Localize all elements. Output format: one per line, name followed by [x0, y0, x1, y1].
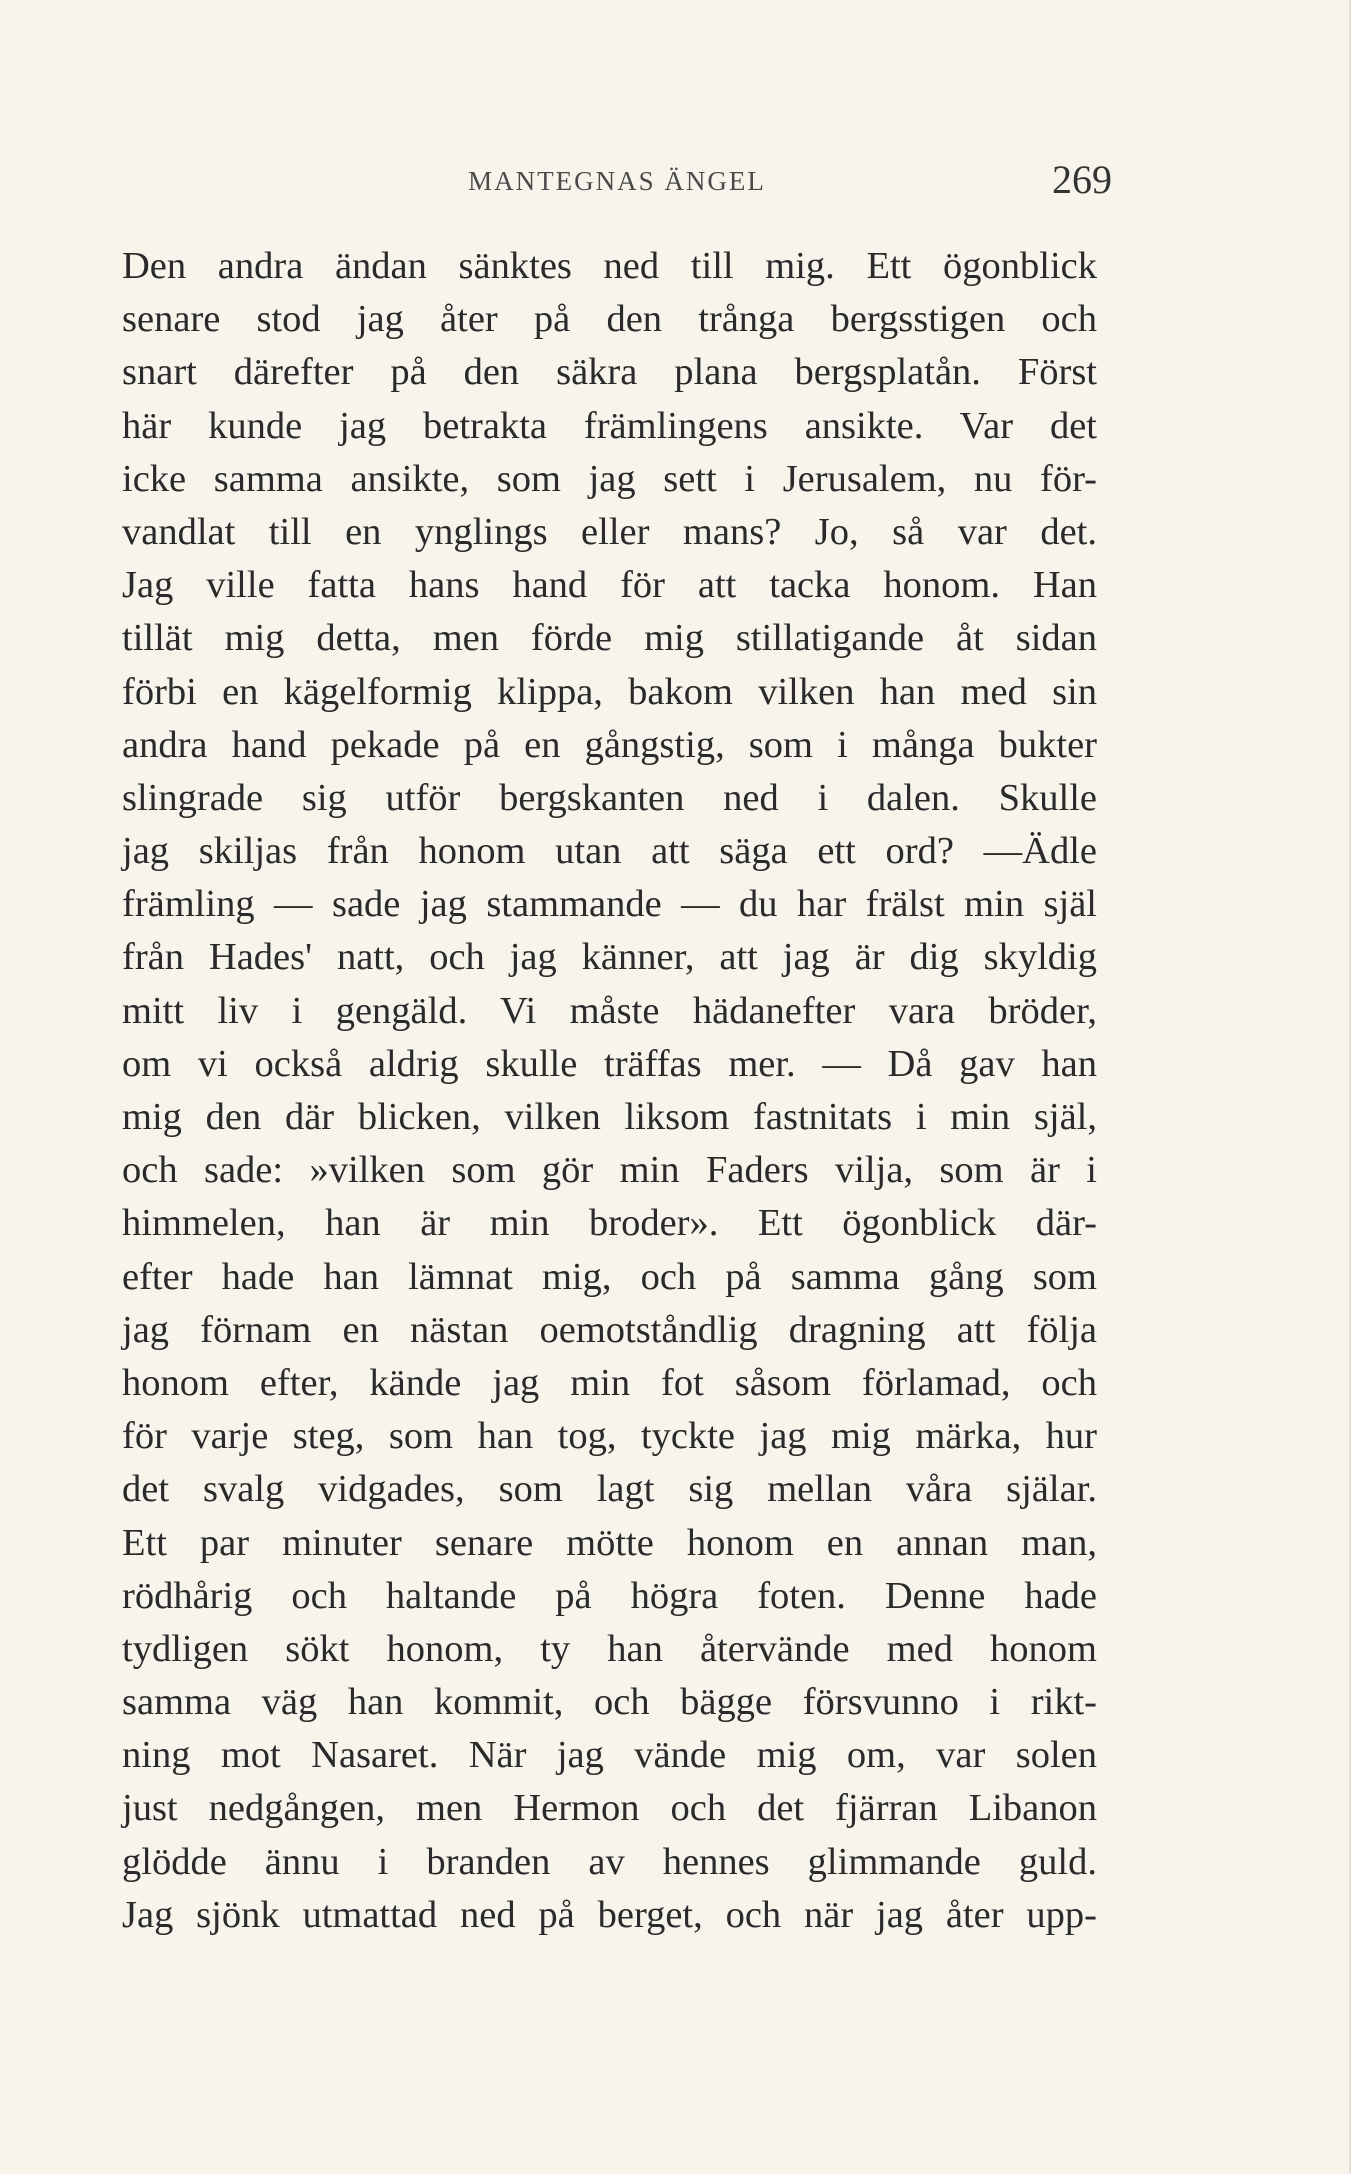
text-line: Jag sjönk utmattad ned på berget, och när jag åter upp-: [122, 1893, 1097, 1936]
text-line: Ett par minuter senare mötte honom en annan man,: [122, 1521, 1097, 1564]
text-line: Den andra ändan sänktes ned till mig. Ett ögonblick: [122, 245, 1097, 287]
body-text: [122, 240, 1097, 1942]
page-header: [122, 156, 1112, 216]
text-line: om vi också aldrig skulle träffas mer. — Då gav han: [122, 1042, 1097, 1085]
text-line: vandlat till en ynglings eller mans? Jo, så var det.: [122, 510, 1097, 553]
text-line: Jag ville fatta hans hand för att tacka honom. Han: [122, 564, 1097, 607]
page-number: 269: [1052, 157, 1112, 202]
running-title: MANTEGNAS ÄNGEL: [468, 166, 766, 196]
text-line: efter hade han lämnat mig, och på samma gång som: [122, 1255, 1097, 1298]
text-line: tydligen sökt honom, ty han återvände med honom: [122, 1627, 1097, 1670]
text-line: senare stod jag åter på den trånga bergsstigen och: [122, 298, 1097, 341]
text-line: jag förnam en nästan oemotståndlig dragning att följa: [122, 1308, 1097, 1351]
text-line: förbi en kägelformig klippa, bakom vilken han med sin: [122, 670, 1097, 713]
text-line: icke samma ansikte, som jag sett i Jerusalem, nu för-: [122, 457, 1097, 500]
text-line: andra hand pekade på en gångstig, som i många bukter: [122, 723, 1097, 766]
text-line: rödhårig och haltande på högra foten. Denne hade: [122, 1574, 1097, 1617]
text-line: samma väg han kommit, och bägge försvunno i rikt-: [122, 1681, 1097, 1724]
text-line: här kunde jag betrakta främlingens ansikte. Var det: [122, 404, 1097, 447]
text-line: mitt liv i gengäld. Vi måste hädanefter vara bröder,: [122, 989, 1097, 1032]
text-line: tillät mig detta, men förde mig stillatigande åt sidan: [122, 617, 1097, 660]
text-line: främling — sade jag stammande — du har frälst min själ: [122, 883, 1097, 926]
text-line: och sade: »vilken som gör min Faders vilja, som är i: [122, 1149, 1097, 1192]
text-line: mig den där blicken, vilken liksom fastnitats i min själ,: [122, 1096, 1097, 1138]
text-line: jag skiljas från honom utan att säga ett ord? —Ädle: [122, 830, 1097, 873]
text-line: just nedgången, men Hermon och det fjärran Libanon: [122, 1787, 1097, 1830]
text-line: ning mot Nasaret. När jag vände mig om, var solen: [122, 1734, 1097, 1777]
text-line: honom efter, kände jag min fot såsom förlamad, och: [122, 1361, 1097, 1404]
text-line: glödde ännu i branden av hennes glimmande guld.: [122, 1840, 1097, 1883]
text-line: snart därefter på den säkra plana bergsplatån. Först: [122, 351, 1097, 394]
text-line: från Hades' natt, och jag känner, att jag är dig skyldig: [122, 936, 1097, 979]
text-line: det svalg vidgades, som lagt sig mellan våra själar.: [122, 1468, 1097, 1511]
text-line: för varje steg, som han tog, tyckte jag mig märka, hur: [122, 1415, 1097, 1458]
text-line: himmelen, han är min broder». Ett ögonblick där-: [122, 1202, 1097, 1245]
text-line: slingrade sig utför bergskanten ned i dalen. Skulle: [122, 776, 1097, 819]
